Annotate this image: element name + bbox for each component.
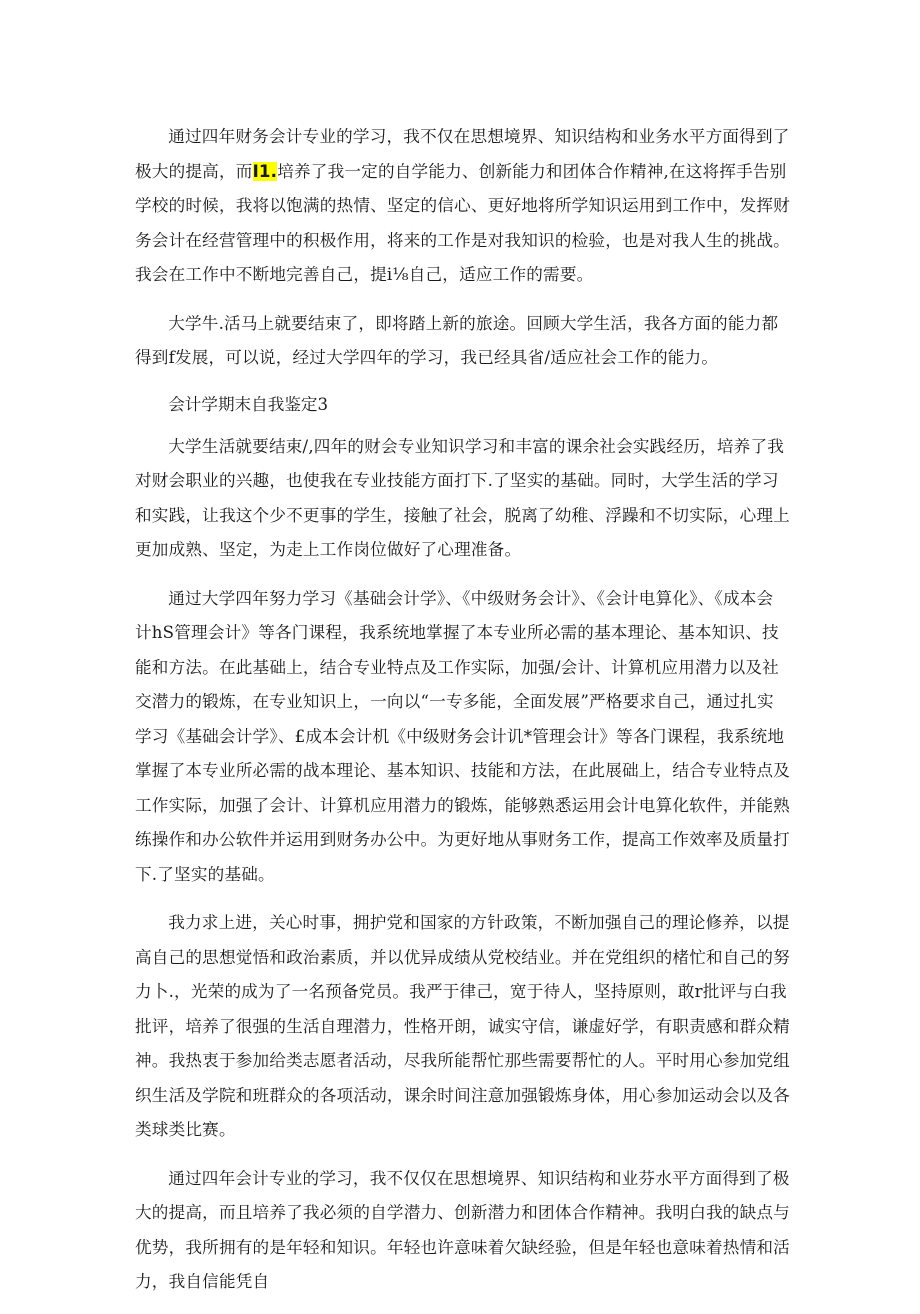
paragraph-5: 我力求上进，关心时事，拥护党和国家的方针政策，不断加强自己的理论修养，以提高自己的思想觉悟和政治素质，并以优异成绩从党校结业。并在党组织的楮忙和自己的努力卜.，光荣的成为了一名预备党员。我严于律己，宽于待人，坚持原则，敢r批评与白我批评，培养了很强的生活自理潜力，性格开朗，诚实守信，谦虚好学，有职责感和群众精神。我热衷于参加给类志愿者活动，尽我所能帮忙那些需要帮忙的人。平时用心参加党组织生活及学院和班群众的各项活动，课余时间注意加强锻炼身体，用心参加运动会以及各类球类比赛。 bbox=[135, 913, 790, 1139]
paragraph-1-text-b: 培养了我一定的自学能力、创新能力和团体合作精神,在这将挥手告别学校的时候，我将以饱满的热情、坚定的信心、更好地将所学知识运用到工作中，发挥财务会计在经营管理中的积极作用，将来的工作是对我知识的检验，也是对我人生的挑战。我会在工作中不断地完善自己，提i⅛自己，适应工作的需要。 bbox=[135, 161, 790, 284]
paragraph-6: 通过四年会计专业的学习，我不仅仅在思想境界、知识结构和业芬水平方面得到了极大的提高，而且培养了我必须的自学潜力、创新潜力和团体合作精神。我明白我的缺点与优势，我所拥有的是年轻和知识。年轻也许意味着欠缺经验，但是年轻也意味着热情和活力，我自信能凭自 bbox=[135, 1168, 790, 1291]
paragraph-2: 大学牛.活马上就要结束了，即将踏上新的旅途。回顾大学生活，我各方面的能力都得到f发展，可以说，经过大学四年的学习，我已经具省/适应社会工作的能力。 bbox=[135, 313, 779, 367]
paragraph-1 bbox=[135, 120, 790, 293]
paragraph-3: 大学生活就要结束/,四年的财会专业知识学习和丰富的课余社会实践经历，培养了我对财会职业的兴趣，也使我在专业技能方面打下.了坚实的基础。同时，大学生活的学习和实践，让我这个少不更事的学生，接触了社会，脱离了幼稚、浮躁和不切实际，心理上更加成熟、坚定，为走上工作岗位做好了心理准备。 bbox=[135, 436, 790, 559]
paragraph-1-text-a: 通过四年财务会计专业的学习，我不仅在思想境界、知识结构和业务水平方面得到了极大的提高，而 bbox=[135, 127, 790, 181]
document-page bbox=[135, 120, 790, 1314]
section-heading: 会计学期末自我鉴定3 bbox=[168, 394, 329, 414]
highlighted-text: I1. bbox=[252, 161, 278, 181]
paragraph-4: 通过大学四年努力学习《基础会计学》、《中级财务会计》、《会计电算化》、《成本会计hS管理会计》等各门课程，我系统地掌握了本专业所必需的基本理论、基本知识、技能和方法。在此基础上，结合专业特点及工作实际，加强/会计、计算机应用潜力以及社交潜力的锻炼，在专业知识上，一向以“一专多能，全面发展”严格要求自己，通过扎实学习《基础会计学》、£成本会计机《中级财务会计讥*管理会计》等各门课程，我系统地掌握了本专业所必需的战本理论、基本知识、技能和方法，在此展础上，结合专业特点及工作实际，加强了会计、计算机应用潜力的锻炼，能够熟悉运用会计电算化软件，并能熟练操作和办公软件并运用到财务办公中。为更好地从事财务工作，提高工作效率及质量打下.了坚实的基础。 bbox=[135, 588, 790, 884]
